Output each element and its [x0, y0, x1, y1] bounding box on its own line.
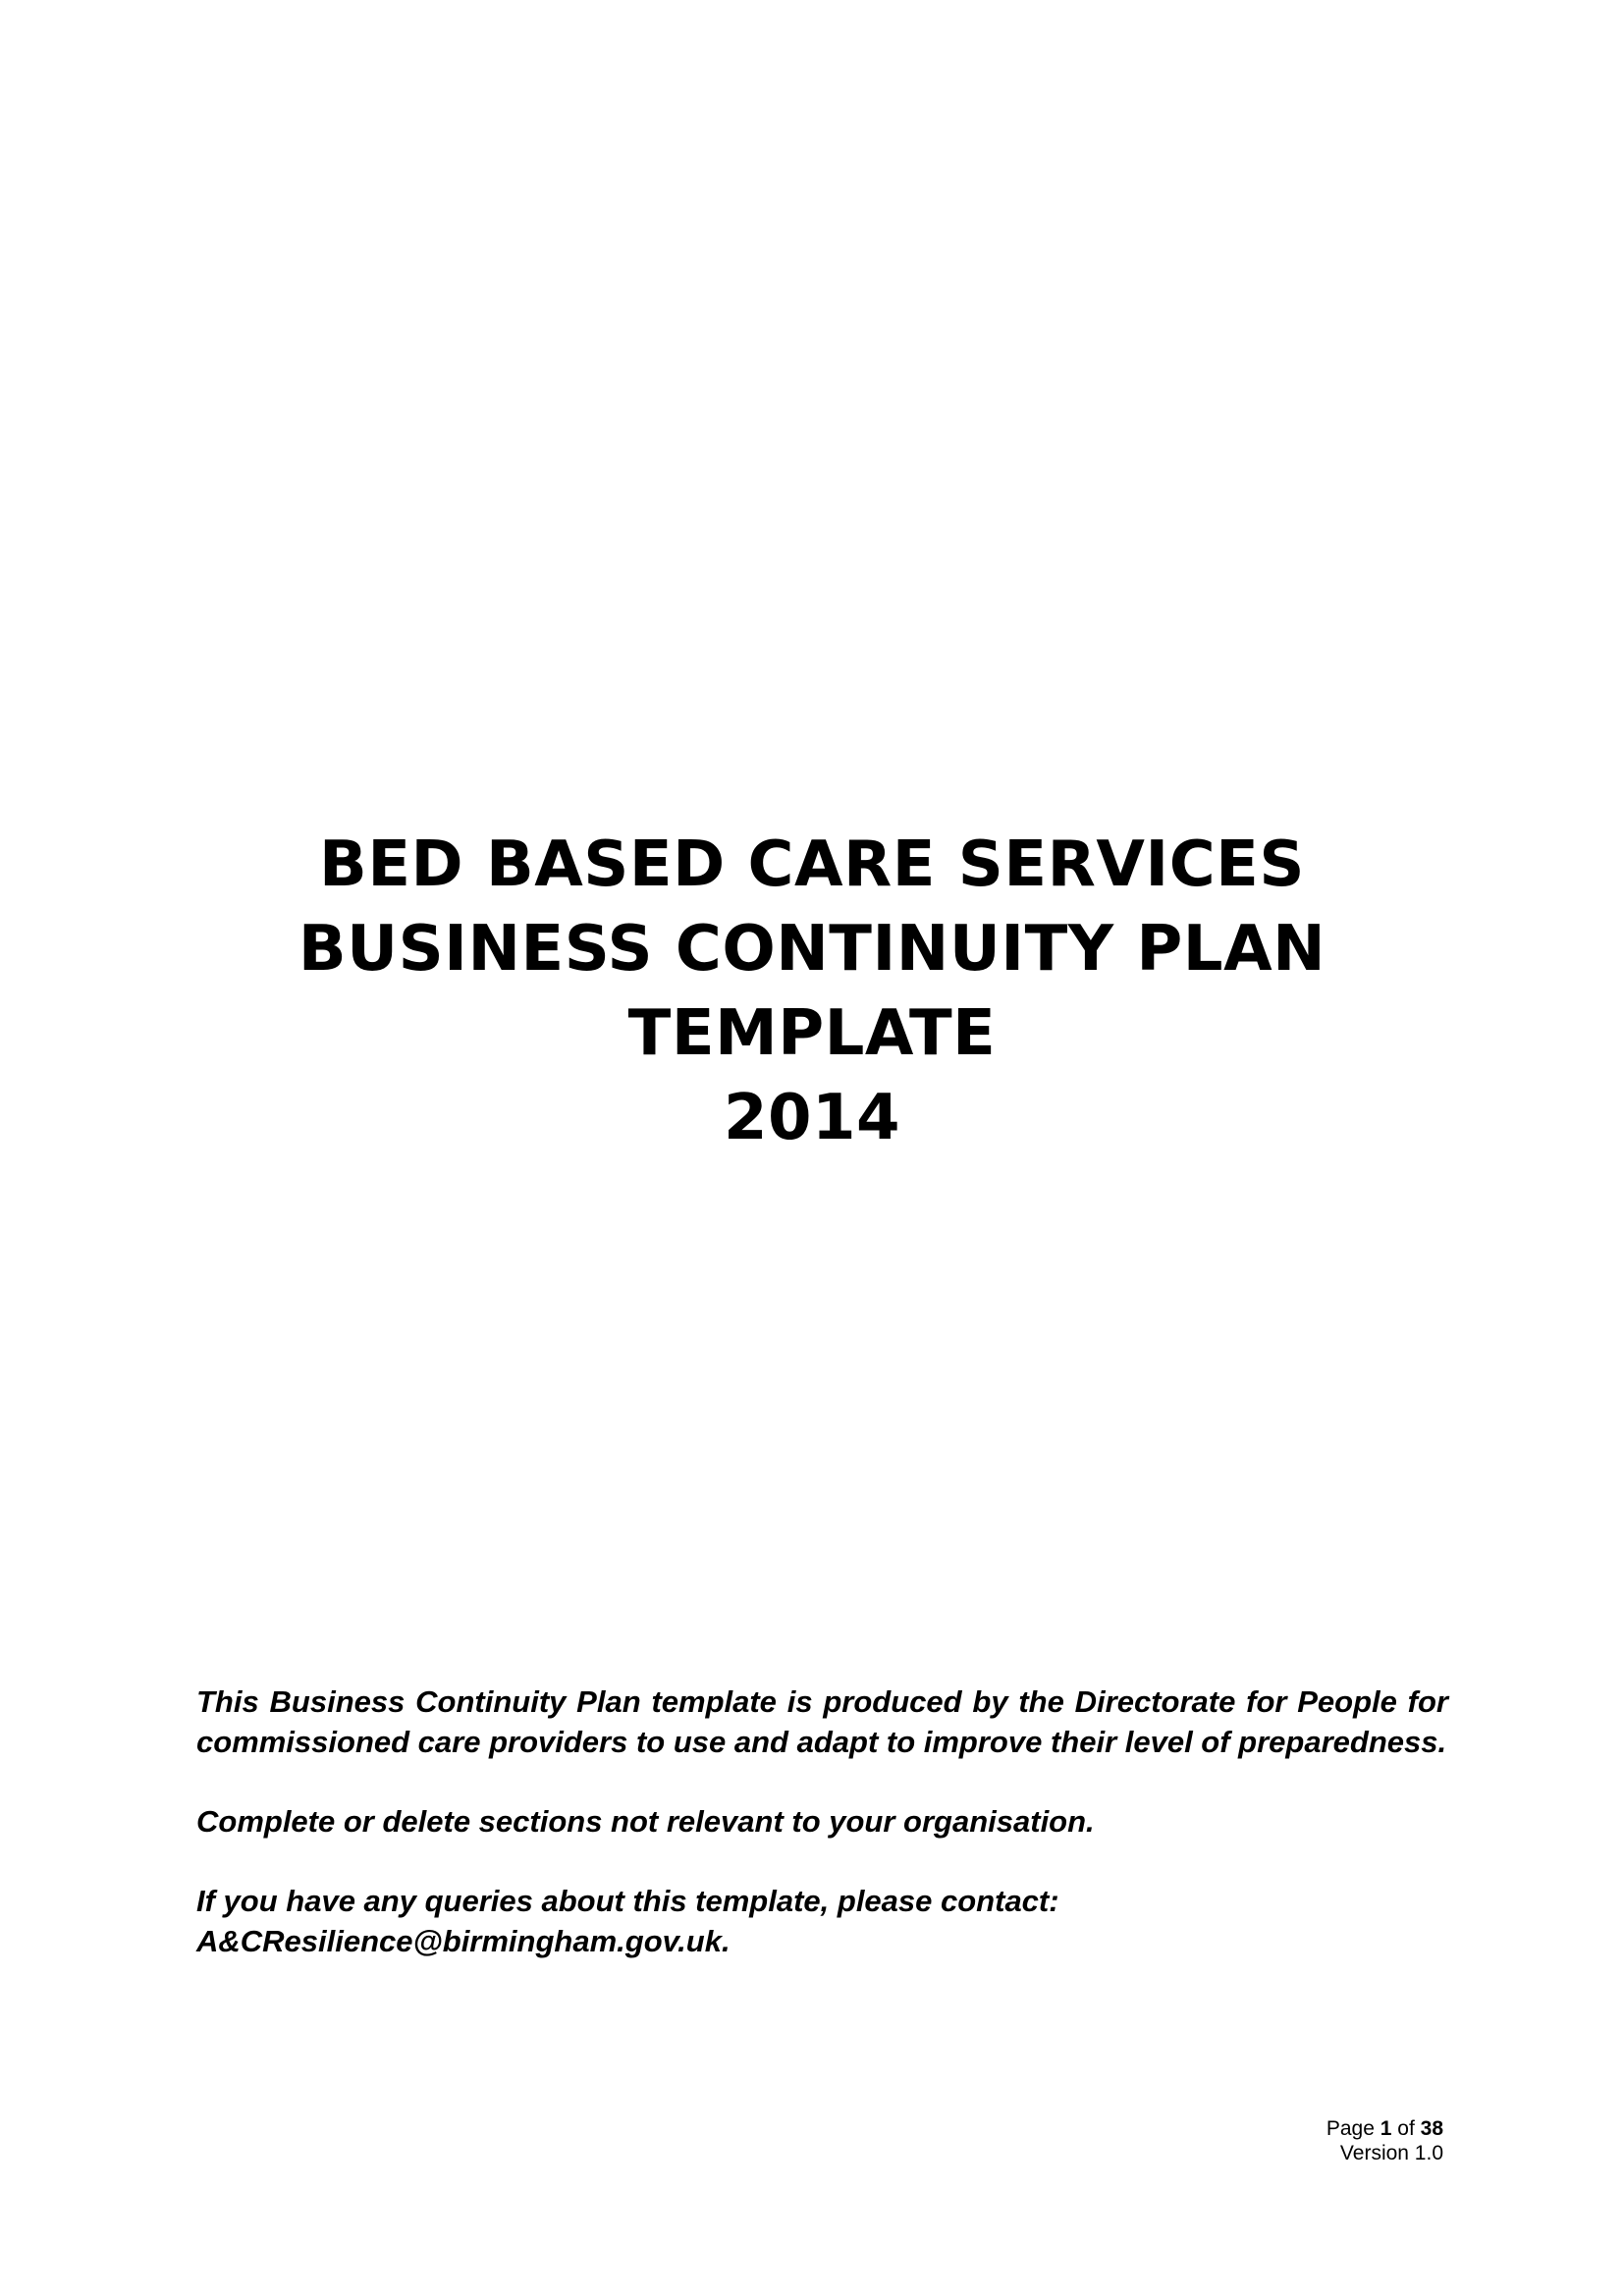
page-prefix: Page	[1326, 2117, 1375, 2140]
title-line-1: BED BASED CARE SERVICES	[319, 828, 1305, 901]
page-current: 1	[1380, 2117, 1392, 2140]
contact-prompt: If you have any queries about this template, please contact:	[196, 1884, 1059, 1918]
page-number	[1326, 2116, 1443, 2141]
document-title	[0, 823, 1624, 1160]
page-total: 38	[1420, 2117, 1443, 2140]
title-line-4: 2014	[723, 1082, 901, 1154]
intro-text	[196, 1682, 1448, 2001]
version-label: Version 1.0	[1339, 2142, 1443, 2164]
intro-paragraph-1: This Business Continuity Plan template is produced by the Directorate for People for commissioned care providers to use and adapt to improve their level of preparedness.	[196, 1684, 1448, 1759]
page-of: of	[1397, 2117, 1415, 2140]
intro-paragraph-3	[196, 1881, 1448, 1961]
title-line-2: BUSINESS CONTINUITY PLAN	[298, 913, 1326, 986]
intro-paragraph-2: Complete or delete sections not relevant to your organisation.	[196, 1804, 1095, 1839]
contact-email: A&CResilience@birmingham.gov.uk.	[196, 1924, 731, 1958]
page-footer	[1326, 2116, 1443, 2165]
title-line-3: TEMPLATE	[627, 997, 997, 1070]
